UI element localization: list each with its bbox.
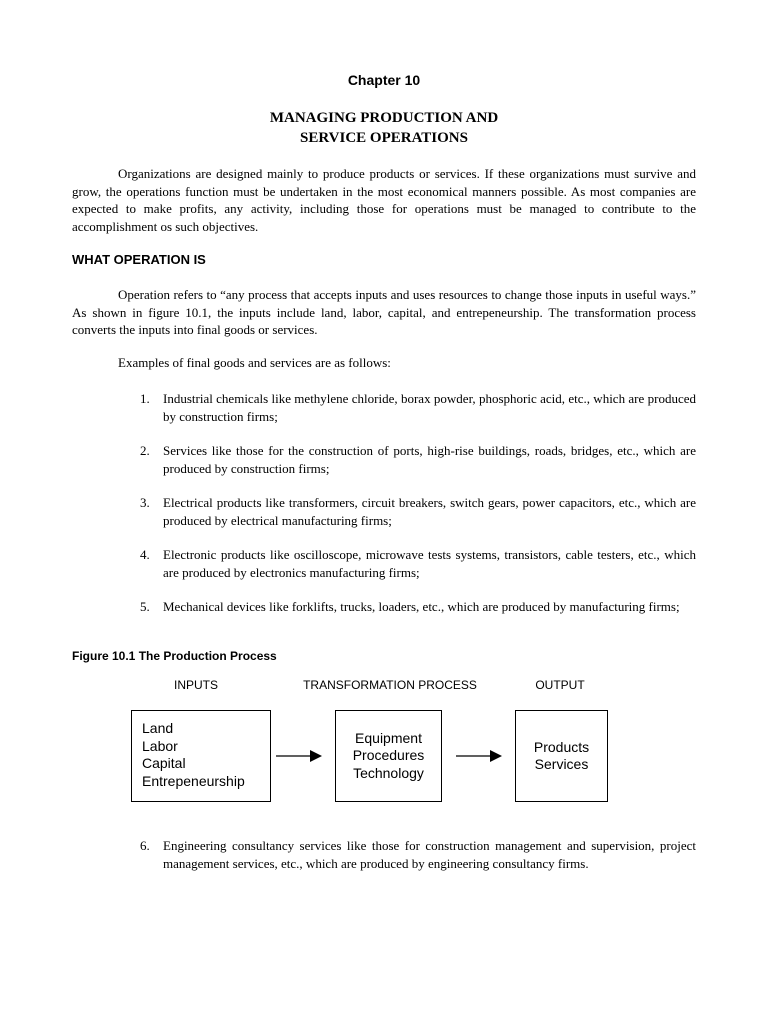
operation-paragraph: Operation refers to “any process that accepts inputs and uses resources to change those inputs in useful ways.” As shown in figure 10.1, the inputs include land, labor, capital, and entrepeneurship. The transformation process converts the inputs into final goods or services. [72,287,696,337]
arrow-right-icon [274,745,326,767]
process-item: Technology [353,764,424,781]
process-item: Equipment [355,729,422,746]
output-box [515,710,608,802]
list-item-number: 3. [140,495,150,510]
input-item: Land [142,720,174,736]
output-item: Products [533,738,590,755]
list-item-number: 4. [140,547,150,562]
transformation-box [335,710,442,802]
list-item-text: Electrical products like transformers, circuit breakers, switch gears, power capacitors, etc., which are produced by electrical manufacturing firms; [163,495,696,528]
list-item-text: Electronic products like oscilloscope, microwave tests systems, transistors, cable testers, etc., which are produced by electronics manufacturing firms; [163,547,696,580]
chapter-title-line-2: SERVICE OPERATIONS [300,130,468,146]
chapter-title-line-1: MANAGING PRODUCTION AND [269,110,499,126]
list-item-text: Industrial chemicals like methylene chloride, borax powder, phosphoric acid, etc., which are produced by construction firms; [163,391,696,424]
section-heading: WHAT OPERATION IS [72,252,206,267]
output-item: Services [534,756,589,772]
chapter-title [0,108,768,148]
intro-paragraph: Organizations are designed mainly to produce products or services. If these organizations must survive and grow, the operations function must be undertaken in the most economical manners possible. As most companies are expected to make profits, any activity, including those for operations must be managed to contribute to the accomplishment os such objectives. [72,166,696,234]
list-item-number: 5. [140,599,150,614]
arrow-right-icon [454,745,506,767]
list-item-text: Mechanical devices like forklifts, trucks, loaders, etc., which are produced by manufacturing firms; [163,599,680,614]
list-item-number: 2. [140,443,150,458]
figure-caption: Figure 10.1 The Production Process [72,649,277,663]
inputs-box [131,710,271,802]
examples-intro: Examples of final goods and services are as follows: [118,355,391,370]
list-item-number: 6. [140,838,150,853]
list-item-text: Services like those for the construction of ports, high-rise buildings, roads, bridges, etc., which are produced by construction firms; [163,443,696,476]
input-item: Entrepeneurship [142,772,245,789]
inputs-label: INPUTS [173,678,218,692]
list-item-number: 1. [140,391,150,406]
input-item: Labor [142,737,178,754]
transformation-label: TRANSFORMATION PROCESS [303,678,477,692]
chapter-number: Chapter 10 [347,72,421,88]
list-item-text: Engineering consultancy services like those for construction management and supervision, project management services, etc., which are produced by engineering consultancy firms. [163,838,696,871]
process-item: Procedures [352,747,425,764]
input-item: Capital [142,755,186,771]
output-label: OUTPUT [535,678,585,692]
